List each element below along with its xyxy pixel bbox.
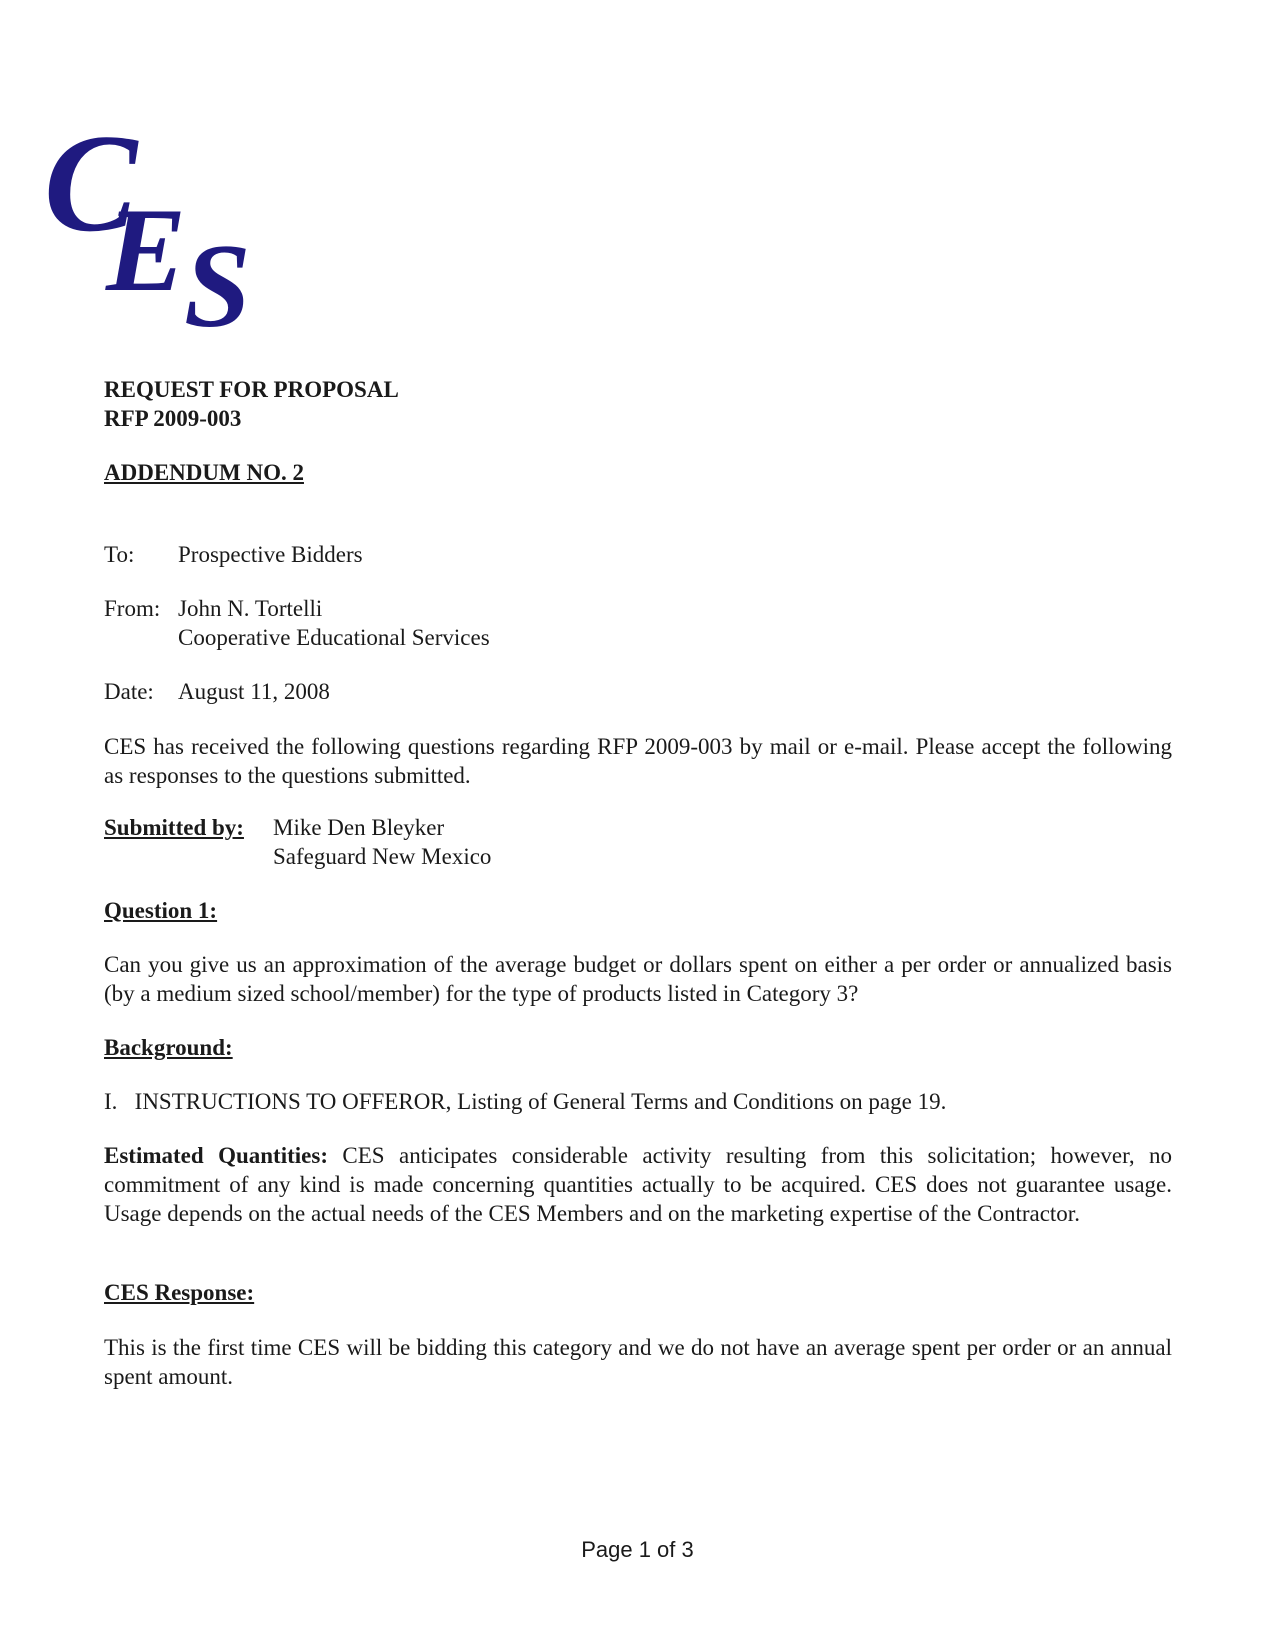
rfp-title: REQUEST FOR PROPOSAL (104, 377, 399, 402)
to-value: Prospective Bidders (178, 542, 363, 567)
logo-letter-c: C (44, 120, 138, 261)
estimated-text: CES anticipates considerable activity resulting from this solicitation; however, no commitment of any kind is made concerning quantities actually to be acquired. CES does not guarantee usage. Usage depends on the actual needs of the CES Members and on the marketing expertise of the Contractor. (104, 1143, 1172, 1226)
from-org: Cooperative Educational Services (178, 625, 490, 650)
logo-letter-s: S (184, 219, 251, 350)
submitted-label: Submitted by: (104, 815, 244, 840)
submitted-org: Safeguard New Mexico (273, 844, 492, 869)
memo-to (104, 540, 1172, 569)
question-heading: Question 1: (104, 898, 218, 923)
date-value: August 11, 2008 (178, 679, 330, 704)
addendum-heading: ADDENDUM NO. 2 (104, 460, 304, 485)
estimated-label: Estimated Quantities: (104, 1143, 328, 1168)
submitted-name: Mike Den Bleyker (273, 815, 445, 840)
memo-date (104, 677, 1172, 706)
from-name: John N. Tortelli (178, 596, 323, 621)
question-text: Can you give us an approximation of the average budget or dollars spent on either a per order or annualized basis (by a medium sized school/member) for the type of products listed in Category 3? (104, 952, 1172, 1006)
rfp-number: RFP 2009-003 (104, 406, 242, 431)
background-item: I. INSTRUCTIONS TO OFFEROR, Listing of General Terms and Conditions on page 19. (104, 1089, 947, 1114)
ces-logo (44, 120, 294, 350)
from-label: From: (104, 596, 161, 621)
intro-paragraph: CES has received the following questions regarding RFP 2009-003 by mail or e-mail. Please accept the following as responses to the questions submitted. (104, 734, 1172, 788)
response-heading: CES Response: (104, 1280, 255, 1305)
response-text: This is the first time CES will be bidding this category and we do not have an average spent per order or an annual spent amount. (104, 1335, 1172, 1389)
background-heading: Background: (104, 1035, 233, 1060)
page-number: Page 1 of 3 (581, 1537, 694, 1562)
rfp-header (104, 375, 1172, 433)
to-label: To: (104, 542, 135, 567)
estimated-quantities-paragraph (104, 1141, 1172, 1228)
logo-letter-e: E (106, 183, 187, 316)
date-label: Date: (104, 679, 154, 704)
submitted-by (104, 813, 1172, 871)
memo-from (104, 594, 1172, 652)
